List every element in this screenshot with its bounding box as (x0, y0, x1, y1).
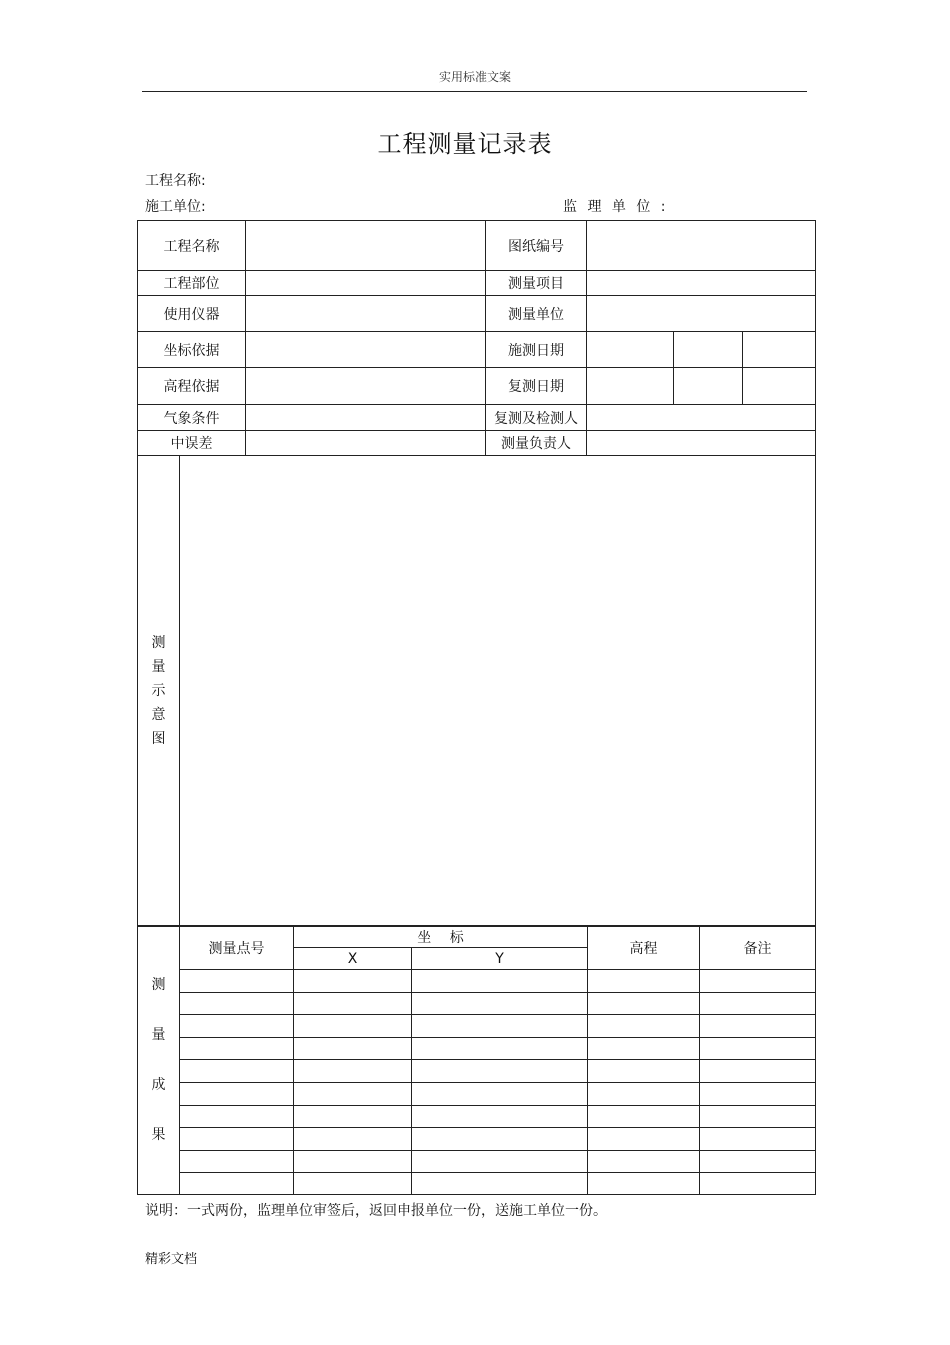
result-cell[interactable] (180, 1173, 294, 1195)
coordinate-basis-value[interactable] (246, 332, 486, 368)
weather-value[interactable] (246, 405, 486, 431)
coord-header: 坐 标 (294, 926, 588, 948)
result-cell[interactable] (412, 1128, 588, 1151)
drawing-number-value[interactable] (587, 221, 816, 271)
y-header: Y (412, 948, 588, 970)
result-cell[interactable] (294, 993, 412, 1015)
result-cell[interactable] (180, 1106, 294, 1128)
result-cell[interactable] (294, 1038, 412, 1060)
recheck-date-value-2[interactable] (674, 368, 743, 405)
rechecker-value[interactable] (587, 405, 816, 431)
result-cell[interactable] (588, 1128, 700, 1151)
result-cell[interactable] (180, 1038, 294, 1060)
result-cell[interactable] (180, 1015, 294, 1038)
result-cell[interactable] (180, 993, 294, 1015)
project-part-value[interactable] (246, 271, 486, 296)
result-cell[interactable] (700, 1173, 816, 1195)
rechecker-label: 复测及检测人 (486, 405, 587, 431)
result-cell[interactable] (588, 1015, 700, 1038)
result-cell[interactable] (412, 993, 588, 1015)
result-cell[interactable] (588, 1173, 700, 1195)
result-cell[interactable] (700, 1128, 816, 1151)
survey-date-value-1[interactable] (587, 332, 674, 368)
result-cell[interactable] (180, 1151, 294, 1173)
result-cell[interactable] (700, 1038, 816, 1060)
result-cell[interactable] (294, 1128, 412, 1151)
result-cell[interactable] (294, 970, 412, 993)
result-cell[interactable] (700, 1083, 816, 1106)
mean-error-label: 中误差 (138, 431, 246, 456)
x-header: X (294, 948, 412, 970)
result-cell[interactable] (294, 1060, 412, 1083)
result-cell[interactable] (588, 1038, 700, 1060)
table-row (138, 1060, 816, 1083)
drawing-number-label: 图纸编号 (486, 221, 587, 271)
page-header: 实用标准文案 (438, 70, 511, 84)
result-cell[interactable] (412, 1060, 588, 1083)
results-table (137, 925, 816, 1195)
result-cell[interactable] (588, 1060, 700, 1083)
result-cell[interactable] (588, 970, 700, 993)
elevation-header: 高程 (588, 926, 700, 970)
mean-error-value[interactable] (246, 431, 486, 456)
recheck-date-label: 复测日期 (486, 368, 587, 405)
survey-date-label: 施测日期 (486, 332, 587, 368)
table-row (138, 1015, 816, 1038)
results-side-label-cell (138, 926, 180, 1195)
supervision-unit-label: 监 理 单 位 : (563, 199, 669, 215)
result-cell[interactable] (588, 1083, 700, 1106)
weather-label: 气象条件 (138, 405, 246, 431)
result-cell[interactable] (180, 1083, 294, 1106)
project-part-label: 工程部位 (138, 271, 246, 296)
result-cell[interactable] (294, 1083, 412, 1106)
survey-lead-label: 测量负责人 (486, 431, 587, 456)
footer-note: 说明：一式两份，监理单位审签后，返回申报单位一份，送施工单位一份。 (145, 1203, 607, 1219)
survey-item-label: 测量项目 (486, 271, 587, 296)
table-row (138, 993, 816, 1015)
results-side-label: 测 量 成 果 (151, 977, 166, 1143)
sketch-label-cell (138, 456, 180, 927)
result-cell[interactable] (412, 1015, 588, 1038)
survey-lead-value[interactable] (587, 431, 816, 456)
table-row (138, 1151, 816, 1173)
instrument-value[interactable] (246, 296, 486, 332)
result-cell[interactable] (700, 1060, 816, 1083)
info-table (137, 220, 816, 456)
table-row (138, 1173, 816, 1195)
project-name-cell-label: 工程名称 (138, 221, 246, 271)
result-cell[interactable] (294, 1173, 412, 1195)
table-row (138, 1128, 816, 1151)
point-no-header: 测量点号 (180, 926, 294, 970)
recheck-date-value-1[interactable] (587, 368, 674, 405)
remark-header: 备注 (700, 926, 816, 970)
coordinate-basis-label: 坐标依据 (138, 332, 246, 368)
elevation-basis-value[interactable] (246, 368, 486, 405)
result-cell[interactable] (700, 970, 816, 993)
result-cell[interactable] (412, 1151, 588, 1173)
elevation-basis-label: 高程依据 (138, 368, 246, 405)
project-name-value[interactable] (246, 221, 486, 271)
survey-date-value-2[interactable] (674, 332, 743, 368)
result-cell[interactable] (588, 1151, 700, 1173)
instrument-label: 使用仪器 (138, 296, 246, 332)
survey-item-value[interactable] (587, 271, 816, 296)
footer-tail: 精彩文档 (145, 1252, 198, 1267)
table-row (138, 1106, 816, 1128)
header-rule (142, 91, 807, 92)
survey-unit-value[interactable] (587, 296, 816, 332)
result-cell[interactable] (700, 1106, 816, 1128)
sketch-table (137, 455, 816, 927)
recheck-date-value-3[interactable] (743, 368, 816, 405)
sketch-area[interactable] (180, 456, 816, 927)
result-cell[interactable] (412, 1106, 588, 1128)
survey-date-value-3[interactable] (743, 332, 816, 368)
result-cell[interactable] (294, 1015, 412, 1038)
result-cell[interactable] (700, 1151, 816, 1173)
result-cell[interactable] (412, 1038, 588, 1060)
result-cell[interactable] (180, 970, 294, 993)
construction-unit-label: 施工单位: (145, 199, 206, 215)
result-cell[interactable] (412, 970, 588, 993)
result-cell[interactable] (180, 1128, 294, 1151)
table-row (138, 970, 816, 993)
result-cell[interactable] (180, 1060, 294, 1083)
result-cell[interactable] (294, 1106, 412, 1128)
table-row (138, 1038, 816, 1060)
project-name-label: 工程名称: (145, 173, 206, 189)
survey-unit-label: 测量单位 (486, 296, 587, 332)
result-cell[interactable] (588, 1106, 700, 1128)
result-cell[interactable] (700, 993, 816, 1015)
sketch-label: 测量示意图 (151, 635, 166, 747)
page-title: 工程测量记录表 (377, 130, 553, 158)
result-cell[interactable] (412, 1083, 588, 1106)
result-cell[interactable] (700, 1015, 816, 1038)
result-cell[interactable] (412, 1173, 588, 1195)
result-cell[interactable] (294, 1151, 412, 1173)
table-row (138, 1083, 816, 1106)
result-cell[interactable] (588, 993, 700, 1015)
